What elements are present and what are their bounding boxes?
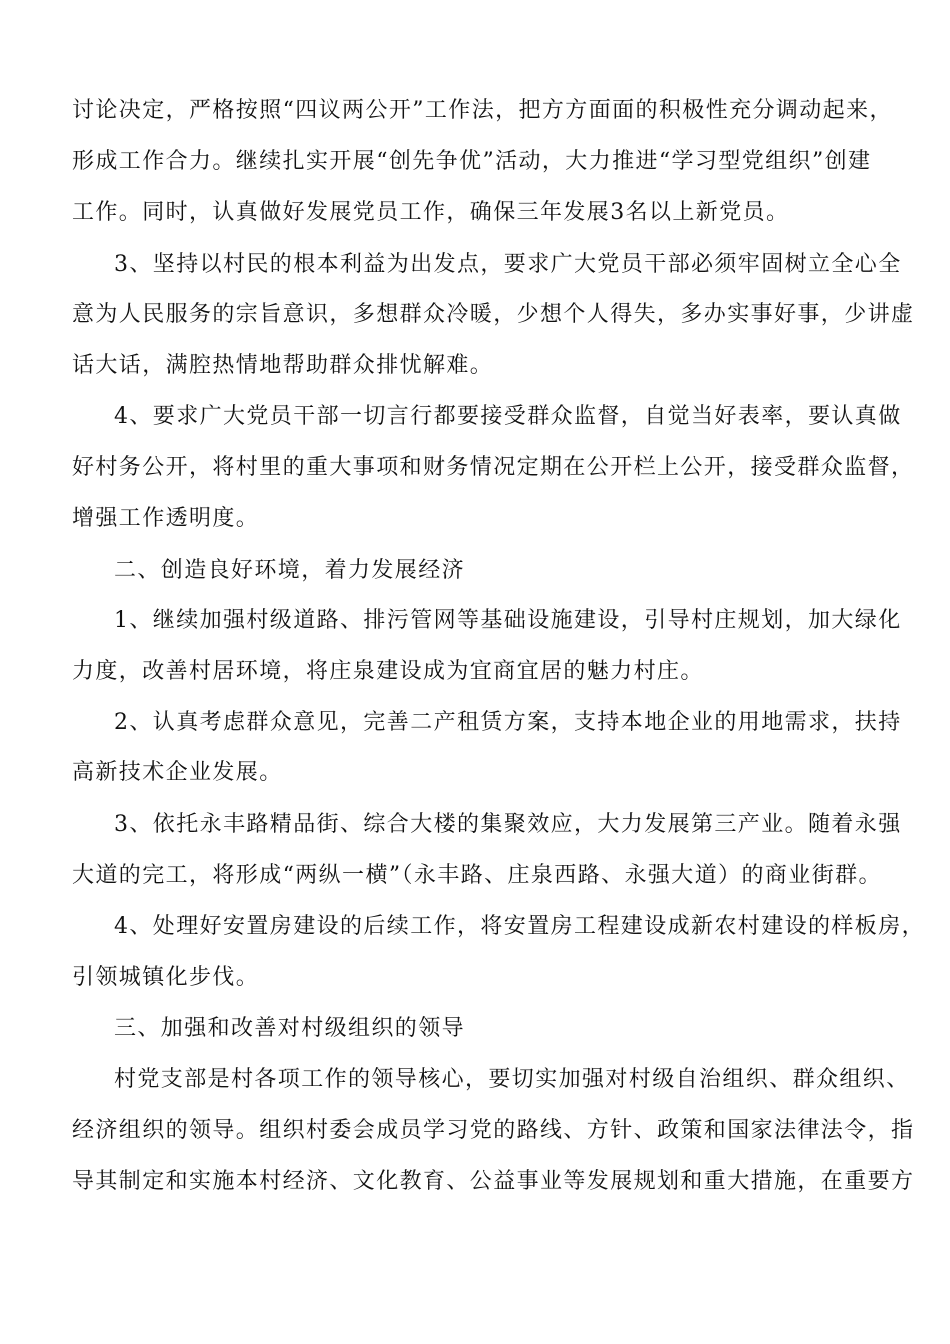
paragraph-3-start: 3、坚持以村民的根本利益为出发点，要求广大党员干部必须牢固树立全心全	[114, 252, 902, 277]
text-line: 经济组织的领导。组织村委会成员学习党的路线、方针、政策和国家法律法令，指	[72, 1118, 915, 1143]
paragraph-4-start: 4、要求广大党员干部一切言行都要接受群众监督，自觉当好表率，要认真做	[114, 404, 902, 429]
text-line: 工作。同时，认真做好发展党员工作，确保三年发展3名以上新党员。	[72, 200, 790, 225]
paragraph-2-2-start: 2、认真考虑群众意见，完善二产租赁方案，支持本地企业的用地需求，扶持	[114, 710, 902, 735]
text-line: 讨论决定，严格按照“四议两公开”工作法，把方方面面的积极性充分调动起来，	[72, 98, 893, 123]
text-line: 形成工作合力。继续扎实开展“创先争优”活动，大力推进“学习型党组织”创建	[72, 149, 872, 174]
text-line: 导其制定和实施本村经济、文化教育、公益事业等发展规划和重大措施，在重要方	[72, 1169, 915, 1194]
text-line: 高新技术企业发展。	[72, 760, 283, 785]
text-line: 大道的完工，将形成“两纵一横”（永丰路、庄泉西路、永强大道）的商业街群。	[72, 863, 882, 888]
text-line: 增强工作透明度。	[72, 506, 260, 531]
text-line: 意为人民服务的宗旨意识，多想群众冷暖，少想个人得失，多办实事好事，少讲虚	[72, 302, 915, 327]
paragraph-2-3-start: 3、依托永丰路精品街、综合大楼的集聚效应，大力发展第三产业。随着永强	[114, 812, 902, 837]
paragraph-3-intro-start: 村党支部是村各项工作的领导核心，要切实加强对村级自治组织、群众组织、	[114, 1067, 910, 1092]
section-heading-2: 二、创造良好环境，着力发展经济	[114, 558, 466, 583]
paragraph-2-1-start: 1、继续加强村级道路、排污管网等基础设施建设，引导村庄规划，加大绿化	[114, 608, 902, 633]
text-line: 好村务公开，将村里的重大事项和财务情况定期在公开栏上公开，接受群众监督，	[72, 455, 915, 480]
paragraph-2-4-start: 4、处理好安置房建设的后续工作，将安置房工程建设成新农村建设的样板房，	[114, 914, 925, 939]
text-line: 话大话，满腔热情地帮助群众排忧解难。	[72, 353, 494, 378]
text-line: 引领城镇化步伐。	[72, 965, 260, 990]
text-line: 力度，改善村居环境，将庄泉建设成为宜商宜居的魅力村庄。	[72, 659, 704, 684]
section-heading-3: 三、加强和改善对村级组织的领导	[114, 1016, 466, 1041]
